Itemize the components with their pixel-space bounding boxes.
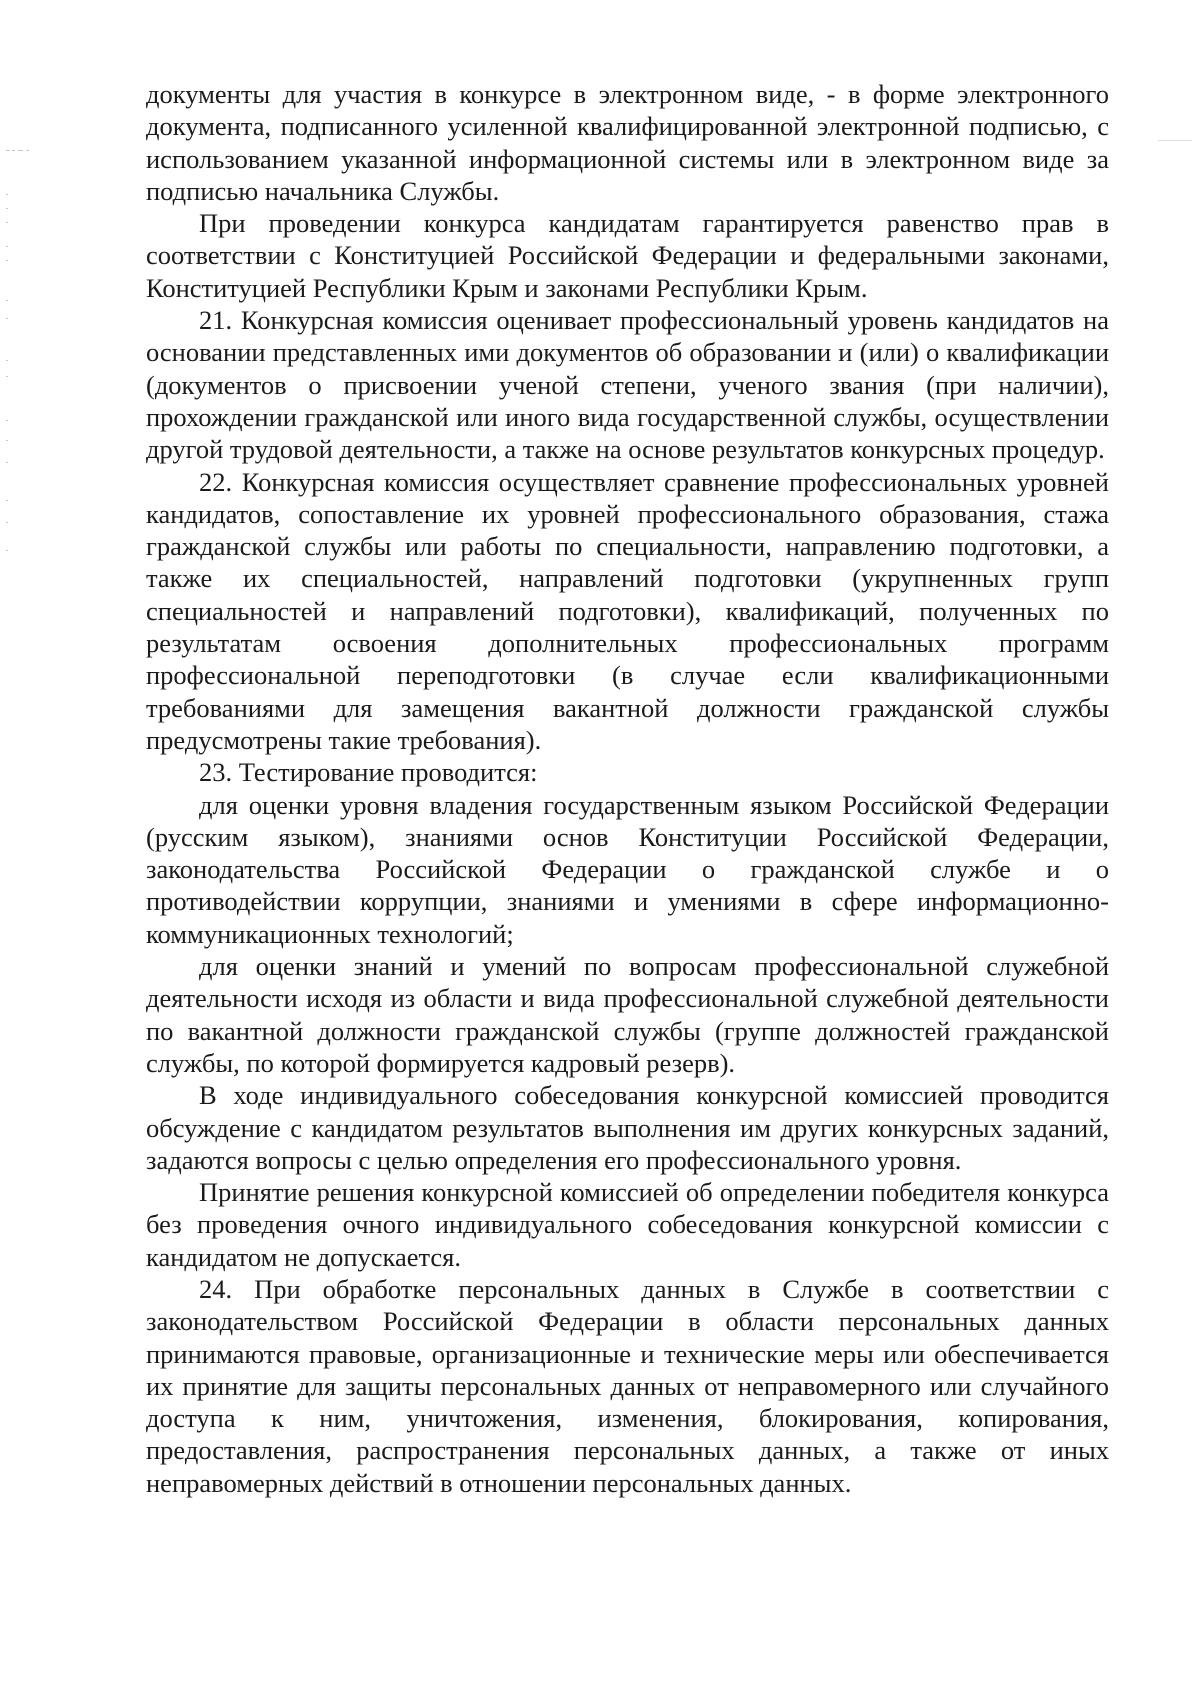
paragraph-4: 22. Конкурсная комиссия осуществляет сравнение профессиональных уровней кандидатов, сопоставление их уровней профессионального образования, стажа гражданской службы или работы по специальности, направлению подготовки, а также их специальностей, направлений подготовки (укрупненных групп специальностей и направлений подготовки), квалификаций, полученных по результатам освоения дополнительных профессиональных программ профессиональной переподготовки (в случае если квалификационными требованиями для замещения вакантной должности гражданской службы предусмотрены такие требования). <box>146 466 1109 755</box>
paragraph-8: В ходе индивидуального собеседования конкурсной комиссией проводится обсуждение с кандидатом результатов выполнения им других конкурсных заданий, задаются вопросы с целью определения его профессионального уровня. <box>146 1080 1109 1175</box>
paragraph-3: 21. Конкурсная комиссия оценивает профессиональный уровень кандидатов на основании представленных ими документов об образовании и (или) о квалификации (документов о присвоении ученой степени, ученого звания (при наличии), прохождении гражданской или иного вида государственной службы, осуществлении другой трудовой деятельности, а также на основе результатов конкурсных процедур. <box>146 305 1109 465</box>
paragraph-6: для оценки уровня владения государственным языком Российской Федерации (русским языком), знаниями основ Конституции Российской Федерации, законодательства Российской Федерации о гражданской службе и о противодействии коррупции, знаниями и умениями в сфере информационно-коммуникационных технологий; <box>146 789 1109 949</box>
paragraph-9: Принятие решения конкурсной комиссией об определении победителя конкурса без проведения очного индивидуального собеседования конкурсной комиссии с кандидатом не допускается. <box>146 1177 1109 1272</box>
paragraph-2: При проведении конкурса кандидатам гарантируется равенство прав в соответствии с Конституцией Российской Федерации и федеральными законами, Конституцией Республики Крым и законами Республики Крым. <box>146 208 1109 303</box>
paragraph-10: 24. При обработке персональных данных в Службе в соответствии с законодательством Российской Федерации в области персональных данных принимаются правовые, организационные и технические меры или обеспечивается их принятие для защиты персональных данных от неправомерного или случайного доступа к ним, уничтожения, изменения, блокирования, копирования, предоставления, распространения персональных данных, а также от иных неправомерных действий в отношении персональных данных. <box>146 1273 1109 1498</box>
document-body <box>146 78 1109 1499</box>
paragraph-7: для оценки знаний и умений по вопросам профессиональной служебной деятельности исходя из области и вида профессиональной служебной деятельности по вакантной должности гражданской службы (группе должностей гражданской службы, по которой формируется кадровый резерв). <box>146 951 1109 1078</box>
scan-artifact-mark-right <box>1158 140 1192 141</box>
paragraph-5: 23. Тестирование проводится: <box>199 757 538 788</box>
scan-artifact-marks <box>6 150 46 570</box>
paragraph-1: документы для участия в конкурсе в электронном виде, - в форме электронного документа, подписанного усиленной квалифицированной электронной подписью, с использованием указанной информационной системы или в электронном виде за подписью начальника Службы. <box>146 79 1109 206</box>
